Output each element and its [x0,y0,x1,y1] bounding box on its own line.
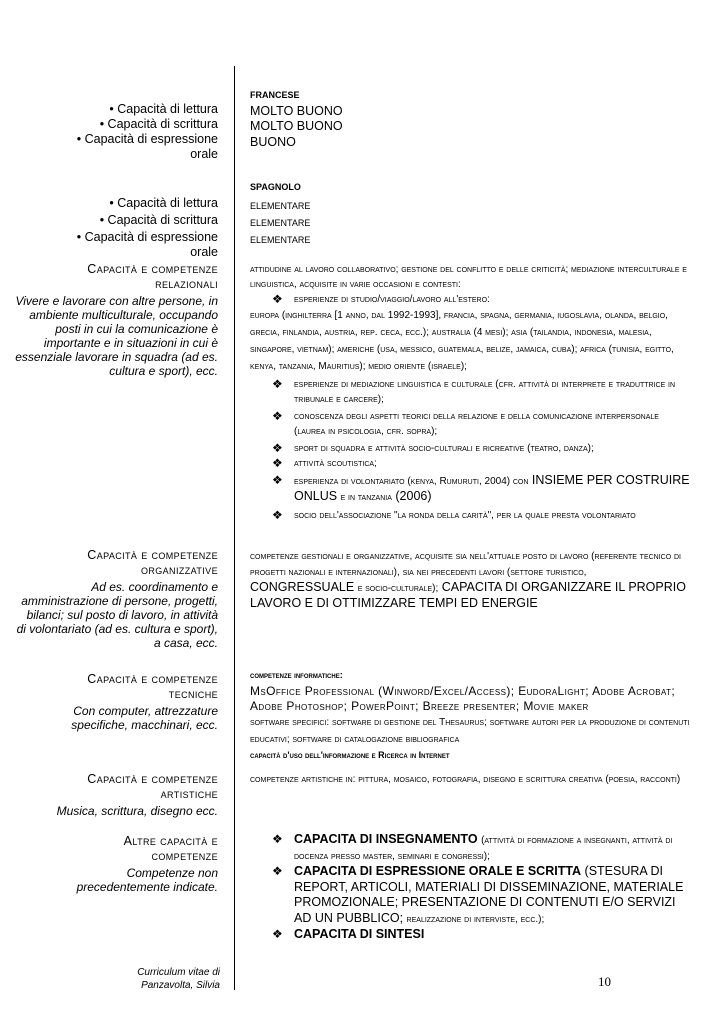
bullet-item: ❖ CAPACITA DI ESPRESSIONE ORALE E SCRITTA (STESURA DI REPORT, ARTICOLI, MATERIALI DI DISSEMINAZIONE, MATERIALE PROMOZIONALE; PRESENTAZIONE DI CONTENUTI E/O SERVIZI AD UN PUBBLICO; realizzazione di interviste, ecc.); [272,864,684,925]
diamond-bullet-icon: ❖ [272,441,283,455]
tecniche-content [250,668,690,763]
bullet-item: ❖ esperienza di volontariato (kenya, Rumuruti, 2004) con INSIEME PER COSTRUIRE ONLUS e in tanzania (2006) [272,473,690,503]
writing-value: MOLTO BUONO [250,119,343,133]
reading-label: • Capacità di lettura [109,102,218,116]
section-title: Altre capacità e competenze [123,834,218,863]
bullet-item: ❖ CAPACITA DI SINTESI [272,926,425,941]
writing-label: • Capacità di scrittura [99,117,218,131]
diamond-bullet-icon: ❖ [272,864,283,878]
tecniche-label [40,672,218,732]
section-description: Con computer, attrezzature specifiche, macchinari, ecc. [71,704,218,732]
section-description: Musica, scrittura, disegno ecc. [56,804,218,818]
bullet-item: ❖ esperienze di mediazione linguistica e culturale (cfr. attività di interprete e traduttrice in tribunale e carcere); [272,377,676,405]
language-heading: FRANCESE [250,90,300,100]
section-description: Vivere e lavorare con altre persone, in ambiente multiculturale, occupando posti in cui la comunicazione è importante e in situazioni in cui è essenziale lavorare in squadra (ad es. cultura e sport), ecc. [15,294,218,378]
bullet-item: ❖ esperienze di studio/viaggio/lavoro all'estero: [272,292,490,306]
altre-content [250,832,690,942]
speaking-label: • Capacità di espressione orale [76,132,218,161]
artistiche-label [40,772,218,818]
diamond-bullet-icon: ❖ [272,473,283,487]
countries-text: europa (inghilterra [1 anno, dal 1992-1993], francia, spagna, germania, iugoslavia, olanda, belgio, grecia, finlandia, austria, rep. ceca, ecc.); australia (4 mesi); asia (tailandia, indonesia, malesia, singapore, vietnam); americhe (usa, messico, guatemala, belize, jamaica, cuba); africa (tunisia, egitto, kenya, tanzania, Mauritius); medio oriente (israele); [250,310,674,372]
intro-text: attidudine al lavoro collaborativo; gestione del conflitto e delle criticità; mediazione interculturale e linguistica, acquisite in varie occasioni e contesti: [250,264,687,290]
diamond-bullet-icon: ❖ [272,508,283,522]
section-title: Capacità e competenze artistiche [87,772,218,801]
page-footer [90,966,220,992]
artistic-text: competenze artistiche in: pittura, mosaico, fotografia, disegno e scrittura creativa (poesia, racconti) [250,774,681,785]
reading-label: • Capacità di lettura [109,196,218,210]
page-number: 10 [598,974,611,989]
spagnolo-labels [40,196,218,260]
section-description: Ad es. coordinamento e amministrazione di persone, progetti, bilanci; sul posto di lavoro, in attività di volontariato (ad es. cultura e sport), a casa, ecc. [16,580,218,650]
footer-line: Panzavolta, Silvia [141,980,220,991]
it-skills-heading: competenze informatiche: [250,670,343,680]
artistiche-content [250,772,690,788]
section-description: Competenze non precedentemente indicate. [76,866,218,894]
relazionali-label [15,262,218,378]
diamond-bullet-icon: ❖ [272,926,283,941]
speaking-label: • Capacità di espressione orale [76,230,218,259]
footer-line: Curriculum vitae di [137,967,220,978]
section-title: Capacità e competenze organizzative [87,548,218,577]
organizzative-label [16,548,218,650]
organizzative-text: competenze gestionali e organizzative, acquisite sia nell'attuale posto di lavoro (referente tecnico di progetti nazionali e internazionali), sia nei precedenti lavori (settore turistico, [250,551,681,578]
writing-value: ELEMENTARE [250,217,311,228]
organizzative-content: competenze gestionali e organizzative, acquisite sia nell'attuale posto di lavoro (referente tecnico di progetti nazionali e internazionali), sia nei precedenti lavori (settore turistico, CONGRESSUALE e socio-culturale); CAPACITA DI ORGANIZZARE IL PROPRIO LAVORO E DI OTTIMIZZARE TEMPI ED ENERGIE [250,551,686,610]
relazionali-content [250,262,690,523]
software-list: MsOffice Professional (Winword/Excel/Access); EudoraLight; Adobe Acrobat; Adobe Photoshop; PowerPoint; Breeze presenter; Movie maker [250,683,676,713]
column-divider [234,66,235,990]
bullet-item: ❖ socio dell'associazione "la ronda della carità", per la quale presta volontariato [272,508,636,522]
bullet-item: ❖ attività scoutistica; [272,456,377,470]
reading-value: ELEMENTARE [250,200,311,211]
bullet-item: ❖ CAPACITA DI INSEGNAMENTO (attività di formazione a insegnanti, attività di docenza presso master, seminari e congressi); [272,832,673,862]
writing-label: • Capacità di scrittura [99,213,218,227]
bullet-item: ❖ conoscenza degli aspetti teorici della relazione e della comunicazione interpersonale (laurea in psicologia, cfr. sopra); [272,409,659,437]
bullet-item: ❖ sport di squadra e attività socio-culturali e ricreative (teatro, danza); [272,441,594,455]
internet-skills: capacità d'uso dell'informazione e Ricerca in Internet [250,749,450,760]
francese-values [250,88,690,150]
altre-label [40,834,218,894]
speaking-value: ELEMENTARE [250,234,311,245]
diamond-bullet-icon: ❖ [272,292,283,306]
language-heading: SPAGNOLO [250,182,301,192]
speaking-value: BUONO [250,134,296,149]
reading-value: MOLTO BUONO [250,103,343,118]
spagnolo-values [250,180,690,248]
section-title: Capacità e competenze relazionali [87,262,218,291]
francese-labels [40,102,218,162]
diamond-bullet-icon: ❖ [272,832,283,846]
specific-software: software specifici: software di gestione del Thesaurus; software autori per la produzione di contenuti educativi; software di catalogazione bibliografica [250,716,690,745]
diamond-bullet-icon: ❖ [272,409,283,423]
section-title: Capacità e competenze tecniche [87,672,218,701]
diamond-bullet-icon: ❖ [272,377,283,391]
diamond-bullet-icon: ❖ [272,456,283,470]
